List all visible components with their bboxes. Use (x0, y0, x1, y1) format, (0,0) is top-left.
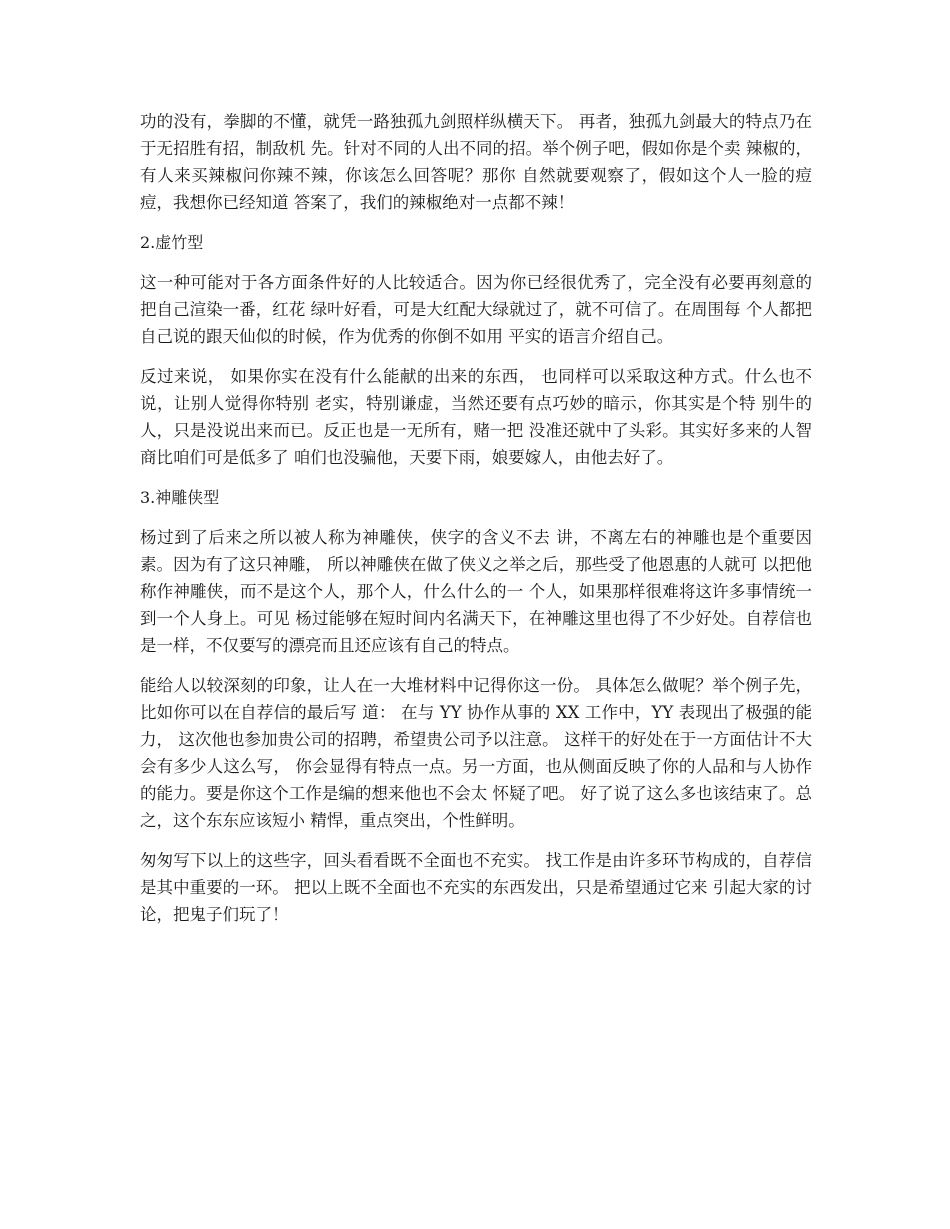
paragraph-shendiaoxia-example: 能给人以较深刻的印象，让人在一大堆材料中记得你这一份。 具体怎么做呢？举个例子先，比如你可以在自荐信的最后写 道： 在与 YY 协作从事的 XX 工作中，YY 表现出了极强的能力， 这次他也参加贵公司的招聘，希望贵公司予以注意。 这样干的好处在于一方面估计不大会有多少人这么写， 你会显得有特点一点。另一方面，也从侧面反映了你的人品和与人协作的能力。要是你这个工作是编的想来他也不会太 怀疑了吧。 好了说了这么多也该结束了。总之，这个东东应该短小 精悍，重点突出，个性鲜明。 (140, 676, 812, 830)
paragraph-shendiaoxia-intro: 杨过到了后来之所以被人称为神雕侠，侠字的含义不去 讲，不离左右的神雕也是个重要因素。因为有了这只神雕， 所以神雕侠在做了侠义之举之后，那些受了他恩惠的人就可 以把他称作神雕侠，而不是这个人，那个人，什么什么的一 个人，如果那样很难将这许多事情统一到一个人身上。可见 杨过能够在短时间内名满天下，在神雕这里也得了不少好处。自荐信也是一样，不仅要写的漂亮而且还应该有自己的特点。 (140, 528, 812, 655)
paragraph-conclusion: 匆匆写下以上的这些字，回头看看既不全面也不充实。 找工作是由许多环节构成的，自荐信是其中重要的一环。 把以上既不全面也不充实的东西发出，只是希望通过它来 引起大家的讨论，把鬼子们玩了！ (140, 851, 812, 924)
document-page (140, 108, 812, 941)
paragraph-dugu-jiujian: 功的没有，拳脚的不懂，就凭一路独孤九剑照样纵横天下。 再者，独孤九剑最大的特点乃在于无招胜有招，制敌机 先。针对不同的人出不同的招。举个例子吧，假如你是个卖 辣椒的，有人来买辣椒问你辣不辣，你该怎么回答呢？那你 自然就要观察了，假如这个人一脸的痘痘，我想你已经知道 答案了，我们的辣椒绝对一点都不辣！ (140, 112, 812, 212)
section-heading-xuzhu: 2.虚竹型 (140, 233, 204, 252)
paragraph-xuzhu-converse: 反过来说， 如果你实在没有什么能献的出来的东西， 也同样可以采取这种方式。什么也不说，让别人觉得你特别 老实，特别谦虚，当然还要有点巧妙的暗示，你其实是个特 别牛的人，只是没说出来而已。反正也是一无所有，赌一把 没准还就中了头彩。其实好多来的人智商比咱们可是低多了 咱们也没骗他，天要下雨，娘要嫁人，由他去好了。 (140, 367, 812, 467)
section-heading-shendiaoxia: 3.神雕侠型 (140, 488, 220, 507)
paragraph-xuzhu-intro: 这一种可能对于各方面条件好的人比较适合。因为你已经很优秀了，完全没有必要再刻意的把自己渲染一番，红花 绿叶好看，可是大红配大绿就过了，就不可信了。在周围每 个人都把自己说的跟天仙似的时候，作为优秀的你倒不如用 平实的语言介绍自己。 (140, 273, 812, 346)
